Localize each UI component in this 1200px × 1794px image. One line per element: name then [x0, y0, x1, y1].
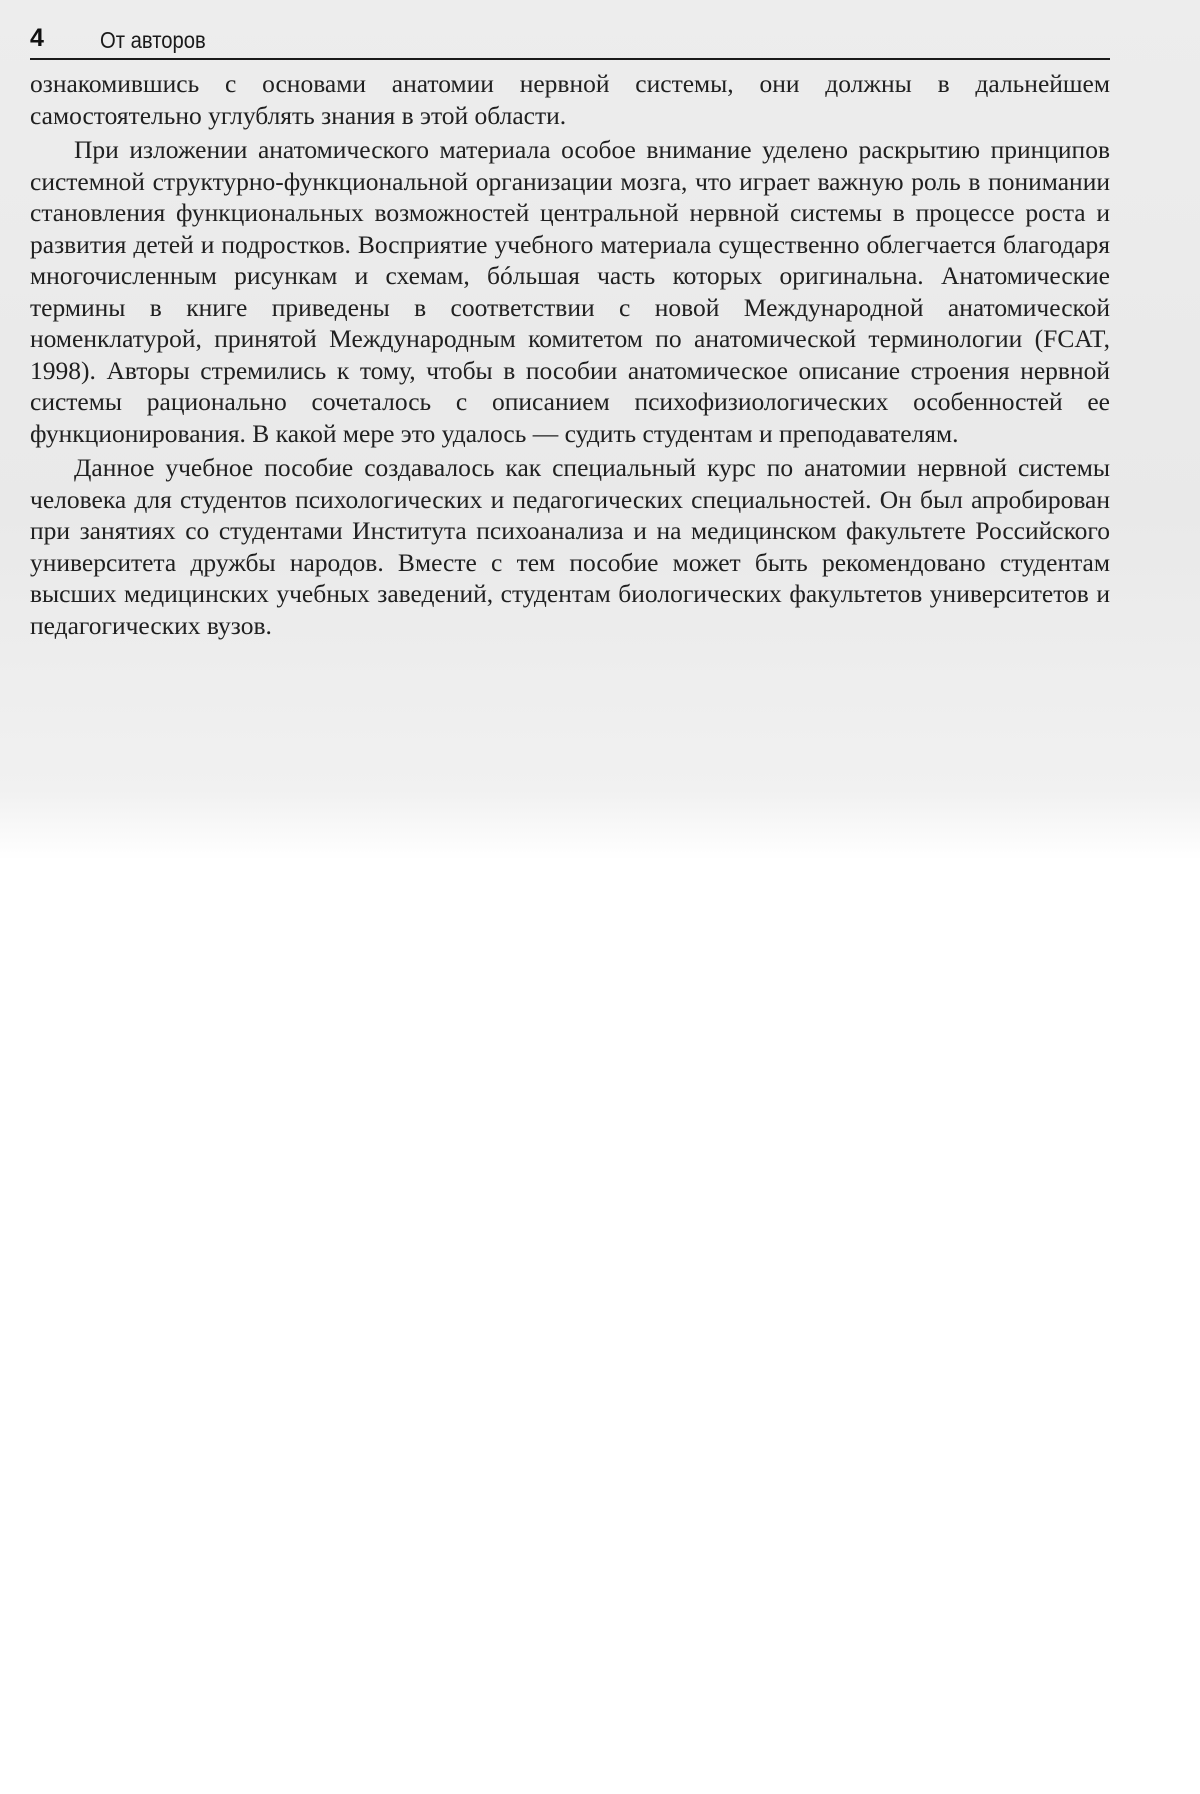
running-header — [30, 22, 1110, 60]
paragraph-anatomy-material: При изложении анатомического материала особое внимание уделено раскрытию принципов системной структурно-функциональной организации мозга, что играет важную роль в понимании становления функциональных возможностей центральной нервной системы в процессе роста и развития детей и подростков. Восприятие учебного материала существенно облегчается благодаря многочисленным рисункам и схемам, бóльшая часть которых оригинальна. Анатомические термины в книге приведены в соответствии с новой Международной анатомической номенклатурой, принятой Международным комитетом по анатомической терминологии (FCAT, 1998). Авторы стремились к тому, чтобы в пособии анатомическое описание строения нервной системы рационально сочеталось с описанием психофизиологических особенностей ее функционирования. В какой мере это удалось — судить студентам и преподавателям. — [30, 135, 1110, 448]
body-text — [30, 68, 1110, 641]
paragraph-course-purpose: Данное учебное пособие создавалось как специальный курс по анатомии нервной системы человека для студентов психологических и педагогических специальностей. Он был апробирован при занятиях со студентами Института психоанализа и на медицинском факультете Российского университета дружбы народов. Вместе с тем пособие может быть рекомендовано студентам высших медицинских учебных заведений, студентам биологических факультетов университетов и педагогических вузов. — [30, 453, 1110, 640]
paragraph-continuation: ознакомившись с основами анатомии нервной системы, они должны в дальнейшем самостоятельно углублять знания в этой области. — [30, 69, 1110, 130]
running-header-title: От авторов — [100, 27, 206, 53]
page-number: 4 — [30, 24, 44, 52]
document-page — [30, 22, 1110, 641]
